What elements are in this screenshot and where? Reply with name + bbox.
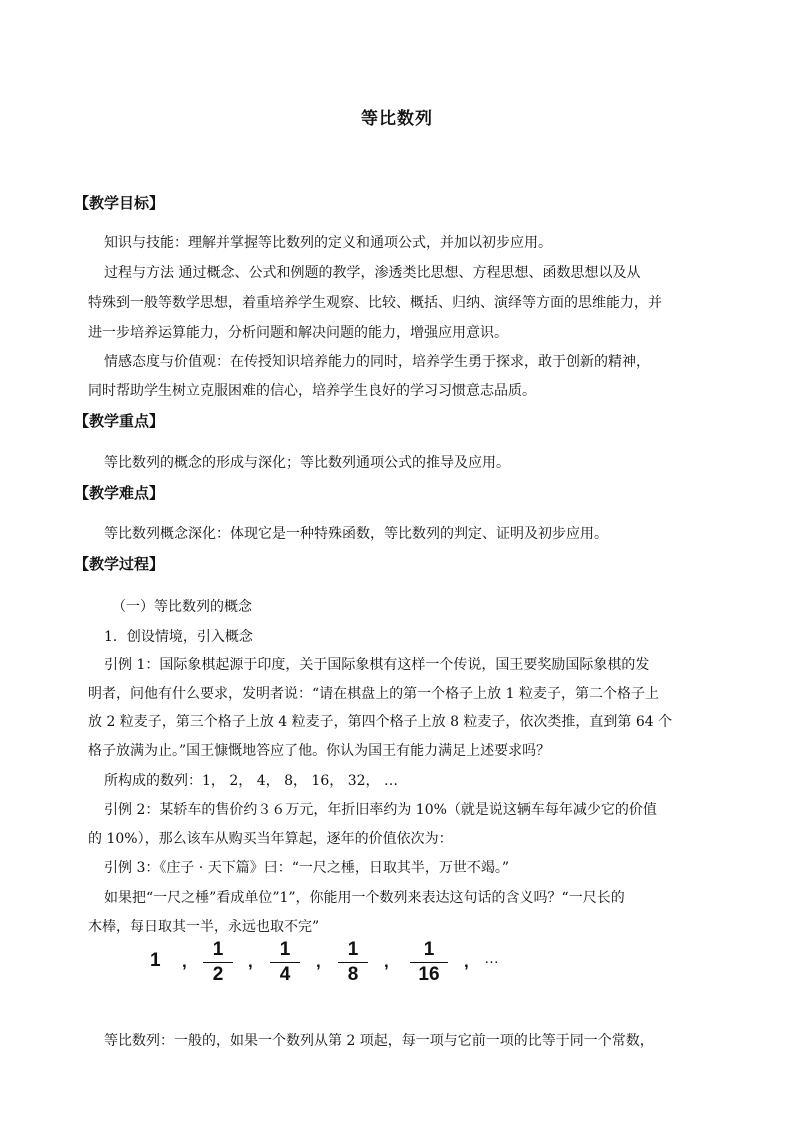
fraction-denominator: 16 bbox=[418, 964, 440, 985]
fraction-term bbox=[338, 940, 368, 985]
paragraph-line: 过程与方法 通过概念、公式和例题的教学，渗透类比思想、方程思想、函数思想以及从 bbox=[104, 265, 641, 281]
paragraph-line: 进一步培养运算能力，分析问题和解决问题的能力，增强应用意识。 bbox=[88, 325, 508, 341]
fraction-denominator: 2 bbox=[212, 964, 224, 985]
paragraph-line: 木棒，每日取其一半，永远也取不完” bbox=[88, 919, 320, 935]
fraction-bar bbox=[203, 962, 233, 963]
sequence-formula bbox=[150, 940, 530, 986]
fraction-numerator: 1 bbox=[423, 939, 435, 960]
paragraph-line: 引例 3：《庄子 · 天下篇》曰：“一尺之棰，日取其半，万世不竭。” bbox=[104, 860, 510, 876]
fraction-numerator: 1 bbox=[279, 939, 291, 960]
paragraph-line: 如果把“一尺之棰”看成单位”1”，你能用一个数列来表达这句话的含义吗？“一尺长的 bbox=[104, 890, 625, 906]
paragraph-line: 同时帮助学生树立克服困难的信心，培养学生良好的学习习惯意志品质。 bbox=[88, 383, 536, 399]
fraction-bar bbox=[270, 962, 300, 963]
section-heading: （一）等比数列的概念 bbox=[112, 599, 252, 615]
sequence-ellipsis: … bbox=[484, 950, 499, 967]
fraction-denominator: 4 bbox=[279, 964, 291, 985]
sequence-first-term: 1 bbox=[150, 950, 161, 971]
heading-process: 【教学过程】 bbox=[74, 555, 165, 573]
paragraph-line: 等比数列：一般的，如果一个数列从第 2 项起，每一项与它前一项的比等于同一个常数， bbox=[104, 1033, 654, 1049]
paragraph-line: 引例 1：国际象棋起源于印度，关于国际象棋有这样一个传说，国王要奖励国际象棋的发 bbox=[104, 657, 650, 673]
heading-goals: 【教学目标】 bbox=[74, 194, 165, 212]
sequence-separator: , bbox=[464, 952, 469, 971]
paragraph-line: 知识与技能：理解并掌握等比数列的定义和通项公式，并加以初步应用。 bbox=[104, 235, 552, 251]
paragraph-line: 的 10%），那么该车从购买当年算起，逐年的价值依次为： bbox=[88, 831, 453, 847]
sequence-separator: , bbox=[384, 952, 389, 971]
heading-difficult-points: 【教学难点】 bbox=[74, 484, 165, 502]
paragraph-line: 特殊到一般等数学思想，着重培养学生观察、比较、概括、归纳、演绎等方面的思维能力，并 bbox=[88, 295, 662, 311]
subsection-heading: 1．创设情境，引入概念 bbox=[104, 629, 253, 645]
paragraph-line: 情感态度与价值观：在传授知识培养能力的同时，培养学生勇于探求，敢于创新的精神， bbox=[104, 354, 650, 370]
heading-key-points: 【教学重点】 bbox=[74, 412, 165, 430]
sequence-separator: , bbox=[316, 952, 321, 971]
fraction-term bbox=[203, 940, 233, 985]
paragraph-line: 放 2 粒麦子，第三个格子上放 4 粒麦子，第四个格子上放 8 粒麦子，依次类推，直到第 64 个 bbox=[88, 714, 673, 730]
fraction-bar bbox=[338, 962, 368, 963]
sequence-separator: , bbox=[182, 952, 187, 971]
paragraph-line: 明者，问他有什么要求，发明者说：“请在棋盘上的第一个格子上放 1 粒麦子，第二个格子上 bbox=[88, 686, 659, 702]
fraction-numerator: 1 bbox=[212, 939, 224, 960]
fraction-term bbox=[410, 940, 448, 985]
sequence-separator: , bbox=[248, 952, 253, 971]
paragraph-line: 引例 2：某轿车的售价约３６万元，年折旧率约为 10%（就是说这辆车每年减少它的价值 bbox=[104, 802, 657, 818]
page-title: 等比数列 bbox=[361, 109, 433, 129]
fraction-term bbox=[270, 940, 300, 985]
fraction-bar bbox=[410, 962, 448, 963]
paragraph-line: 等比数列概念深化：体现它是一种特殊函数，等比数列的判定、证明及初步应用。 bbox=[104, 526, 608, 542]
fraction-denominator: 8 bbox=[347, 964, 359, 985]
paragraph-line: 格子放满为止。”国王慷慨地答应了他。你认为国王有能力满足上述要求吗？ bbox=[88, 743, 551, 759]
fraction-numerator: 1 bbox=[347, 939, 359, 960]
paragraph-line: 所构成的数列：1， 2， 4， 8， 16， 32， … bbox=[104, 773, 398, 789]
paragraph-line: 等比数列的概念的形成与深化；等比数列通项公式的推导及应用。 bbox=[104, 455, 510, 471]
